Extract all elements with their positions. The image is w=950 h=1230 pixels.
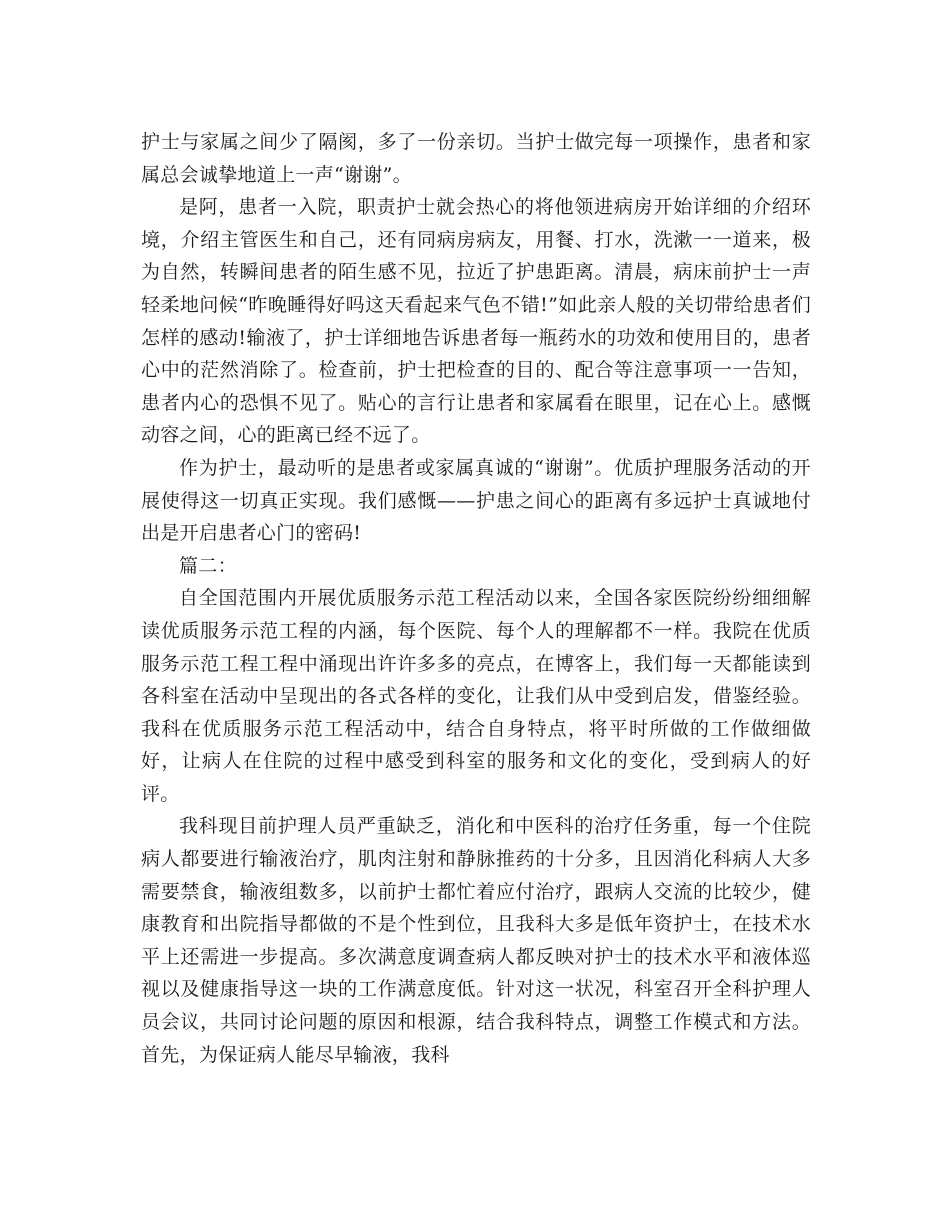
paragraph-continuation: 护士与家属之间少了隔阂，多了一份亲切。当护士做完每一项操作，患者和家属总会诚挚地道上一声“谢谢”。 (141, 131, 811, 186)
document-body (141, 126, 811, 1071)
paragraph-patient-admission: 是阿，患者一入院，职责护士就会热心的将他领进病房开始详细的介绍环境，介绍主管医生和自己，还有同病房病友，用餐、打水，洗漱一一道来，极为自然，转瞬间患者的陌生感不见，拉近了护患距离。清晨，病床前护士一声轻柔地问候“昨晚睡得好吗这天看起来气色不错!”如此亲人般的关切带给患者们怎样的感动!输液了，护士详细地告诉患者每一瓶药水的功效和使用目的，患者心中的茫然消除了。检查前，护士把检查的目的、配合等注意事项一一告知，患者内心的恐惧不见了。贴心的言行让患者和家属看在眼里，记在心上。感慨动容之间，心的距离已经不远了。 (141, 196, 811, 447)
paragraph-quality-service: 自全国范围内开展优质服务示范工程活动以来，全国各家医院纷纷细细解读优质服务示范工程的内涵，每个医院、每个人的理解都不一样。我院在优质服务示范工程工程中涌现出许许多多的亮点，在博客上，我们每一天都能读到各科室在活动中呈现出的各式各样的变化，让我们从中受到启发，借鉴经验。我科在优质服务示范工程活动中，结合自身特点，将平时所做的工作做细做好，让病人在住院的过程中感受到科室的服务和文化的变化，受到病人的好评。 (141, 587, 811, 805)
paragraph-staff-shortage: 我科现目前护理人员严重缺乏，消化和中医科的治疗任务重，每一个住院病人都要进行输液治疗，肌肉注射和静脉推药的十分多，且因消化科病人大多需要禁食，输液组数多，以前护士都忙着应付治疗，跟病人交流的比较少，健康教育和出院指导都做的不是个性到位，且我科大多是低年资护士，在技术水平上还需进一步提高。多次满意度调查病人都反映对护士的技术水平和液体巡视以及健康指导这一块的工作满意度低。针对这一状况，科室召开全科护理人员会议，共同讨论问题的原因和根源，结合我科特点，调整工作模式和方法。首先，为保证病人能尽早输液，我科 (141, 815, 811, 1066)
paragraph-thanks: 作为护士，最动听的是患者或家属真诚的“谢谢”。优质护理服务活动的开展使得这一切真正实现。我们感慨——护患之间心的距离有多远护士真诚地付出是开启患者心门的密码! (141, 456, 811, 545)
section-heading-part-two: 篇二： (179, 554, 237, 577)
